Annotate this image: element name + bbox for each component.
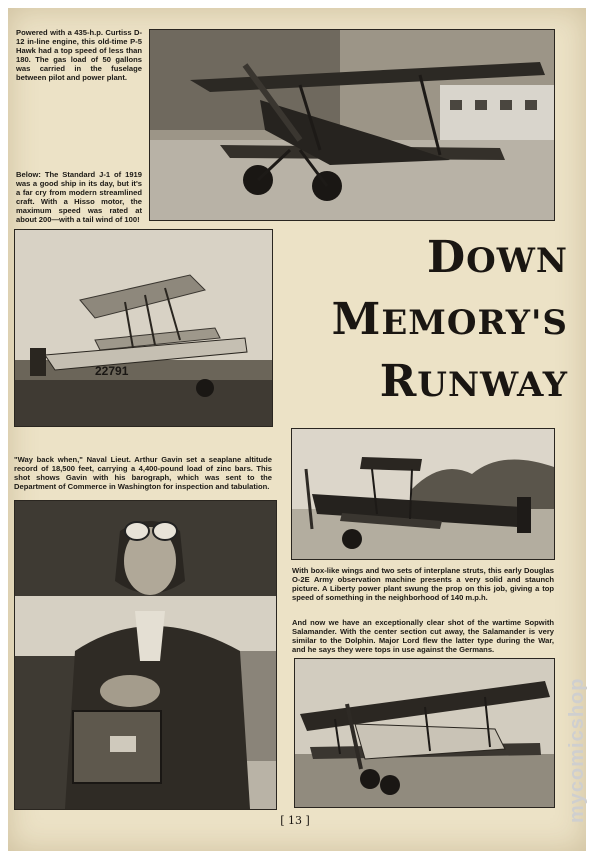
watermark: mycomicshop bbox=[566, 677, 588, 823]
title-line-1: DOWN bbox=[426, 232, 568, 283]
photo-lieut-gavin bbox=[14, 500, 277, 810]
photo-sopwith-salamander bbox=[294, 658, 555, 808]
caption-hawk: Powered with a 435-h.p. Curtiss D-12 in-line engine, this old-time P-5 Hawk had a top speed of less than 180. The gas load of 50 gallons was carried in the fuselage between pilot and power plant. bbox=[16, 28, 142, 83]
photo-curtiss-hawk bbox=[149, 29, 555, 221]
page-number: [ 13 ] bbox=[280, 814, 310, 827]
caption-douglas: With box-like wings and two sets of interplane struts, this early Douglas O-2E Army observation machine presents a very solid and staunch picture. A Liberty power plant swung the prop on this job, giving a top speed of something in the neighborhood of 140 m.p.h. bbox=[292, 566, 554, 603]
photo-standard-j1 bbox=[14, 229, 273, 427]
title-line-3: RUNWAY bbox=[379, 356, 568, 407]
caption-salamander: And now we have an exceptionally clear shot of the wartime Sopwith Salamander. With the center section cut away, the Salamander is very similar to the Dolphin. Major Lord flew the latter type during the War, and he says they were tops in use against the Germans. bbox=[292, 618, 554, 655]
title-line-2: MEMORY'S bbox=[331, 294, 568, 345]
caption-gavin: "Way back when," Naval Lieut. Arthur Gavin set a seaplane altitude record of 18,500 feet, carrying a 4,400-pound load of zinc bars. This shot shows Gavin with his barograph, which was sent to the Department of Commerce in Washington for inspection and tabulation. bbox=[14, 455, 272, 492]
photo-douglas-o2e bbox=[291, 428, 555, 560]
caption-standard-j1: Below: The Standard J-1 of 1919 was a good ship in its day, but it's a far cry from modern streamlined craft. With a Hisso motor, the maximum speed was rated at about 200—with a tail wind of 100! bbox=[16, 170, 142, 225]
tail-number: 22791 bbox=[95, 364, 129, 378]
